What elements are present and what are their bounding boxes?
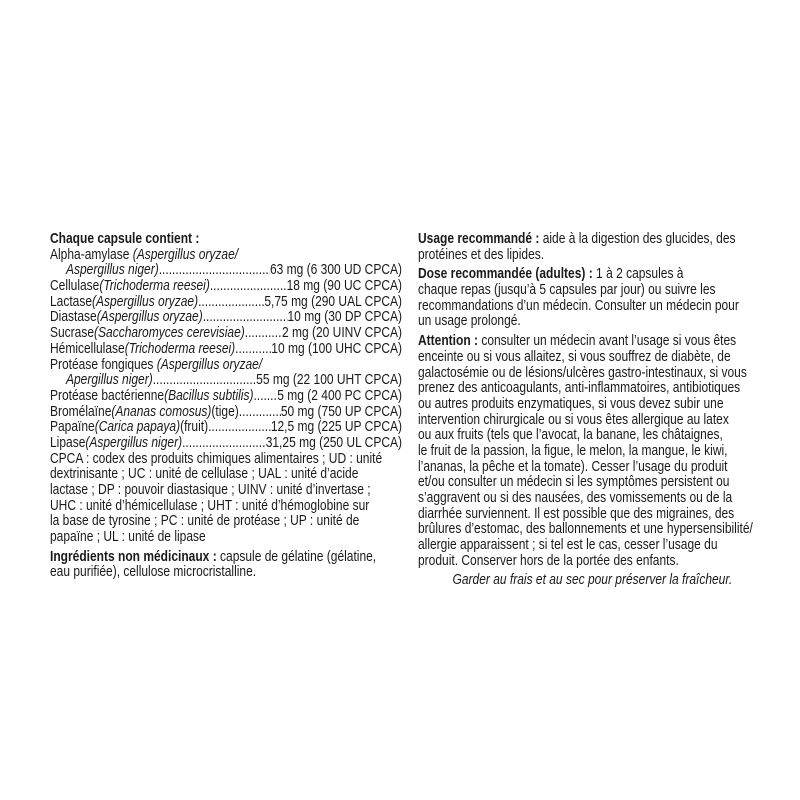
enzyme-source: (Carica papaya) xyxy=(94,418,181,436)
unit-legend xyxy=(50,451,402,545)
enzyme-row xyxy=(50,325,402,341)
enzyme-row xyxy=(50,372,402,388)
legend-line: la base de tyrosine ; PC : unité de protéase ; UP : unité de xyxy=(50,512,360,530)
non-med-label: Ingrédients non médicinaux : xyxy=(50,547,217,565)
attention-paragraph xyxy=(418,333,767,568)
non-medicinal-ingredients xyxy=(50,549,402,580)
ingredients-title: Chaque capsule contient : xyxy=(50,230,200,247)
attention-label: Attention : xyxy=(418,332,478,350)
enzyme-name: Protéase fongiques xyxy=(50,355,157,373)
enzyme-row xyxy=(50,388,402,404)
paragraph-line xyxy=(418,553,767,569)
attention-text: le fruit de la passion, la figue, le melon, la mangue, le kiwi, xyxy=(418,441,728,459)
enzyme-name: Diastase xyxy=(50,308,97,326)
paragraph-line xyxy=(418,506,767,522)
enzyme-name: Hémicellulase xyxy=(50,339,125,357)
attention-text: consulter un médecin avant l’usage si vous êtes xyxy=(477,332,737,350)
usage-text: aide à la digestion des glucides, des xyxy=(539,230,736,247)
enzyme-name: Sucrase xyxy=(50,324,95,342)
enzyme-amount: 10 mg (30 DP CPCA) xyxy=(287,308,402,326)
usage-column xyxy=(418,231,767,588)
attention-text: ou autres produits enzymatiques, si vous devez subir une xyxy=(418,394,724,412)
attention-text: s’aggravent ou si des nausées, des vomissements ou de la xyxy=(418,489,733,506)
paragraph-line xyxy=(418,459,767,475)
paragraph-line xyxy=(418,427,767,443)
non-med-text: eau purifiée), cellulose microcristalline. xyxy=(50,563,257,581)
dot-leader xyxy=(253,388,277,404)
non-med-text: capsule de gélatine (gélatine, xyxy=(216,547,377,565)
dose-text: un usage prolongé. xyxy=(418,312,521,330)
dose-paragraph xyxy=(418,266,767,329)
enzyme-amount: 63 mg (6 300 UD CPCA) xyxy=(269,261,402,279)
dose-text: chaque repas (jusqu’à 5 capsules par jour) ou suivre les xyxy=(418,281,716,299)
enzyme-amount: 5 mg (2 400 PC CPCA) xyxy=(277,386,402,404)
enzyme-name: Protéase bactérienne xyxy=(50,386,165,404)
usage-text: protéines et des lipides. xyxy=(418,245,545,263)
enzyme-amount: 12,5 mg (225 UP CPCA) xyxy=(270,418,402,436)
enzyme-amount: 5,75 mg (290 UAL CPCA) xyxy=(264,292,402,310)
enzyme-name: Lactase xyxy=(50,292,93,310)
dot-leader xyxy=(208,419,271,435)
enzyme-source: (Bacillus subtilis) xyxy=(164,386,254,404)
paragraph-line xyxy=(418,282,767,298)
enzyme-row xyxy=(50,435,402,451)
legend-line: lactase ; DP : pouvoir diastasique ; UINV : unité d’invertase ; xyxy=(50,481,371,498)
enzyme-source: Apergillus niger) xyxy=(66,371,153,389)
enzyme-part: (fruit) xyxy=(180,418,209,436)
paragraph-line xyxy=(418,521,767,537)
paragraph-line xyxy=(418,298,767,314)
dot-leader xyxy=(198,294,264,310)
paragraph-line xyxy=(418,443,767,459)
enzyme-source: (Aspergillus oryzae/ xyxy=(156,355,263,373)
enzyme-source: (Aspergillus oryzae/ xyxy=(132,245,239,263)
ingredients-column xyxy=(50,231,402,580)
attention-text: galactosémie ou de lésions/ulcères gastro-intestinaux, si vous xyxy=(418,363,747,381)
paragraph-line xyxy=(418,333,767,349)
attention-text: produit. Conserver hors de la portée des enfants. xyxy=(418,551,679,569)
attention-text: enceinte ou si vous allaitez, si vous souffrez de diabète, de xyxy=(418,347,731,365)
paragraph-line xyxy=(418,231,767,247)
paragraph-line xyxy=(418,396,767,412)
enzyme-row xyxy=(50,278,402,294)
dose-text: 1 à 2 capsules à xyxy=(592,265,684,283)
enzyme-source: (Trichoderma reesei) xyxy=(99,277,210,295)
enzyme-amount: 2 mg (20 UINV CPCA) xyxy=(281,324,402,342)
legend-line: dextrinisante ; UC : unité de cellulase ; UAL : unité d’acide xyxy=(50,465,359,483)
usage-paragraph xyxy=(418,231,767,262)
enzyme-source: (Saccharomyces cerevisiae) xyxy=(94,324,245,342)
paragraph-line xyxy=(418,490,767,506)
enzyme-source: (Aspergillus oryzae) xyxy=(96,308,203,326)
enzyme-row xyxy=(50,341,402,357)
paragraph-line xyxy=(418,412,767,428)
enzyme-row xyxy=(50,262,402,278)
enzyme-list xyxy=(50,247,402,451)
dot-leader xyxy=(239,404,281,420)
enzyme-name: Bromélaïne xyxy=(50,402,112,420)
attention-text: allergie apparaissent ; si tel est le cas, cesser l’usage du xyxy=(418,536,718,554)
enzyme-row xyxy=(50,294,402,310)
enzyme-name-line xyxy=(50,357,402,373)
attention-text: ou aux fruits (tels que l’avocat, la banane, les châtaignes, xyxy=(418,426,723,444)
attention-text: prenez des anticoagulants, anti-inflammatoires, antibiotiques xyxy=(418,379,741,397)
paragraph-line xyxy=(418,349,767,365)
enzyme-amount: 10 mg (100 UHC CPCA) xyxy=(271,339,402,357)
dot-leader xyxy=(210,278,287,294)
dot-leader xyxy=(235,341,271,357)
enzyme-part: (tige) xyxy=(211,402,239,420)
dot-leader xyxy=(182,435,266,451)
dose-text: recommandations d’un médecin. Consulter un médecin pour xyxy=(418,296,739,314)
legend-line: papaïne ; UL : unité de lipase xyxy=(50,528,206,546)
enzyme-name: Alpha-amylase xyxy=(50,245,133,263)
dot-leader xyxy=(153,372,256,388)
enzyme-source: (Aspergillus oryzae) xyxy=(92,292,199,310)
enzyme-amount: 18 mg (90 UC CPCA) xyxy=(286,277,402,295)
paragraph-line xyxy=(418,313,767,329)
paragraph-line xyxy=(418,380,767,396)
enzyme-amount: 55 mg (22 100 UHT CPCA) xyxy=(256,371,402,389)
enzyme-row xyxy=(50,419,402,435)
paragraph-line xyxy=(418,474,767,490)
enzyme-amount: 31,25 mg (250 UL CPCA) xyxy=(265,433,402,451)
storage-note: Garder au frais et au sec pour préserver la fraîcheur. xyxy=(452,571,733,589)
attention-text: diarrhée surviennent. Il est possible que des migraines, des xyxy=(418,504,735,522)
enzyme-row xyxy=(50,404,402,420)
enzyme-source: (Ananas comosus) xyxy=(111,402,212,420)
enzyme-name: Lipase xyxy=(50,433,86,451)
enzyme-name: Cellulase xyxy=(50,277,100,295)
enzyme-name-line xyxy=(50,247,402,263)
legend-line: UHC : unité d’hémicellulase ; UHT : unité d’hémoglobine sur xyxy=(50,496,370,514)
attention-text: intervention chirurgicale ou si vous êtes allergique au latex xyxy=(418,410,729,428)
legend-line: CPCA : codex des produits chimiques alimentaires ; UD : unité xyxy=(50,449,383,467)
usage-label: Usage recommandé : xyxy=(418,230,540,247)
paragraph-line xyxy=(418,537,767,553)
dose-label: Dose recommandée (adultes) : xyxy=(418,265,593,283)
enzyme-source: (Aspergillus niger) xyxy=(85,433,183,451)
enzyme-amount: 50 mg (750 UP CPCA) xyxy=(280,402,402,420)
attention-text: brûlures d’estomac, des ballonnements et une hypersensibilité/ xyxy=(418,520,753,538)
enzyme-source: Aspergillus niger) xyxy=(66,261,159,279)
enzyme-source: (Trichoderma reesei) xyxy=(124,339,236,357)
attention-text: et/ou consulter un médecin si les symptômes persistent ou xyxy=(418,473,730,491)
paragraph-line xyxy=(418,266,767,282)
enzyme-name: Papaïne xyxy=(50,418,95,436)
enzyme-row xyxy=(50,309,402,325)
paragraph-line xyxy=(418,247,767,263)
dot-leader xyxy=(159,262,270,278)
dot-leader xyxy=(203,309,288,325)
dot-leader xyxy=(245,325,282,341)
attention-text: l’ananas, la pêche et la tomate). Cesser l’usage du produit xyxy=(418,457,728,475)
paragraph-line xyxy=(418,365,767,381)
